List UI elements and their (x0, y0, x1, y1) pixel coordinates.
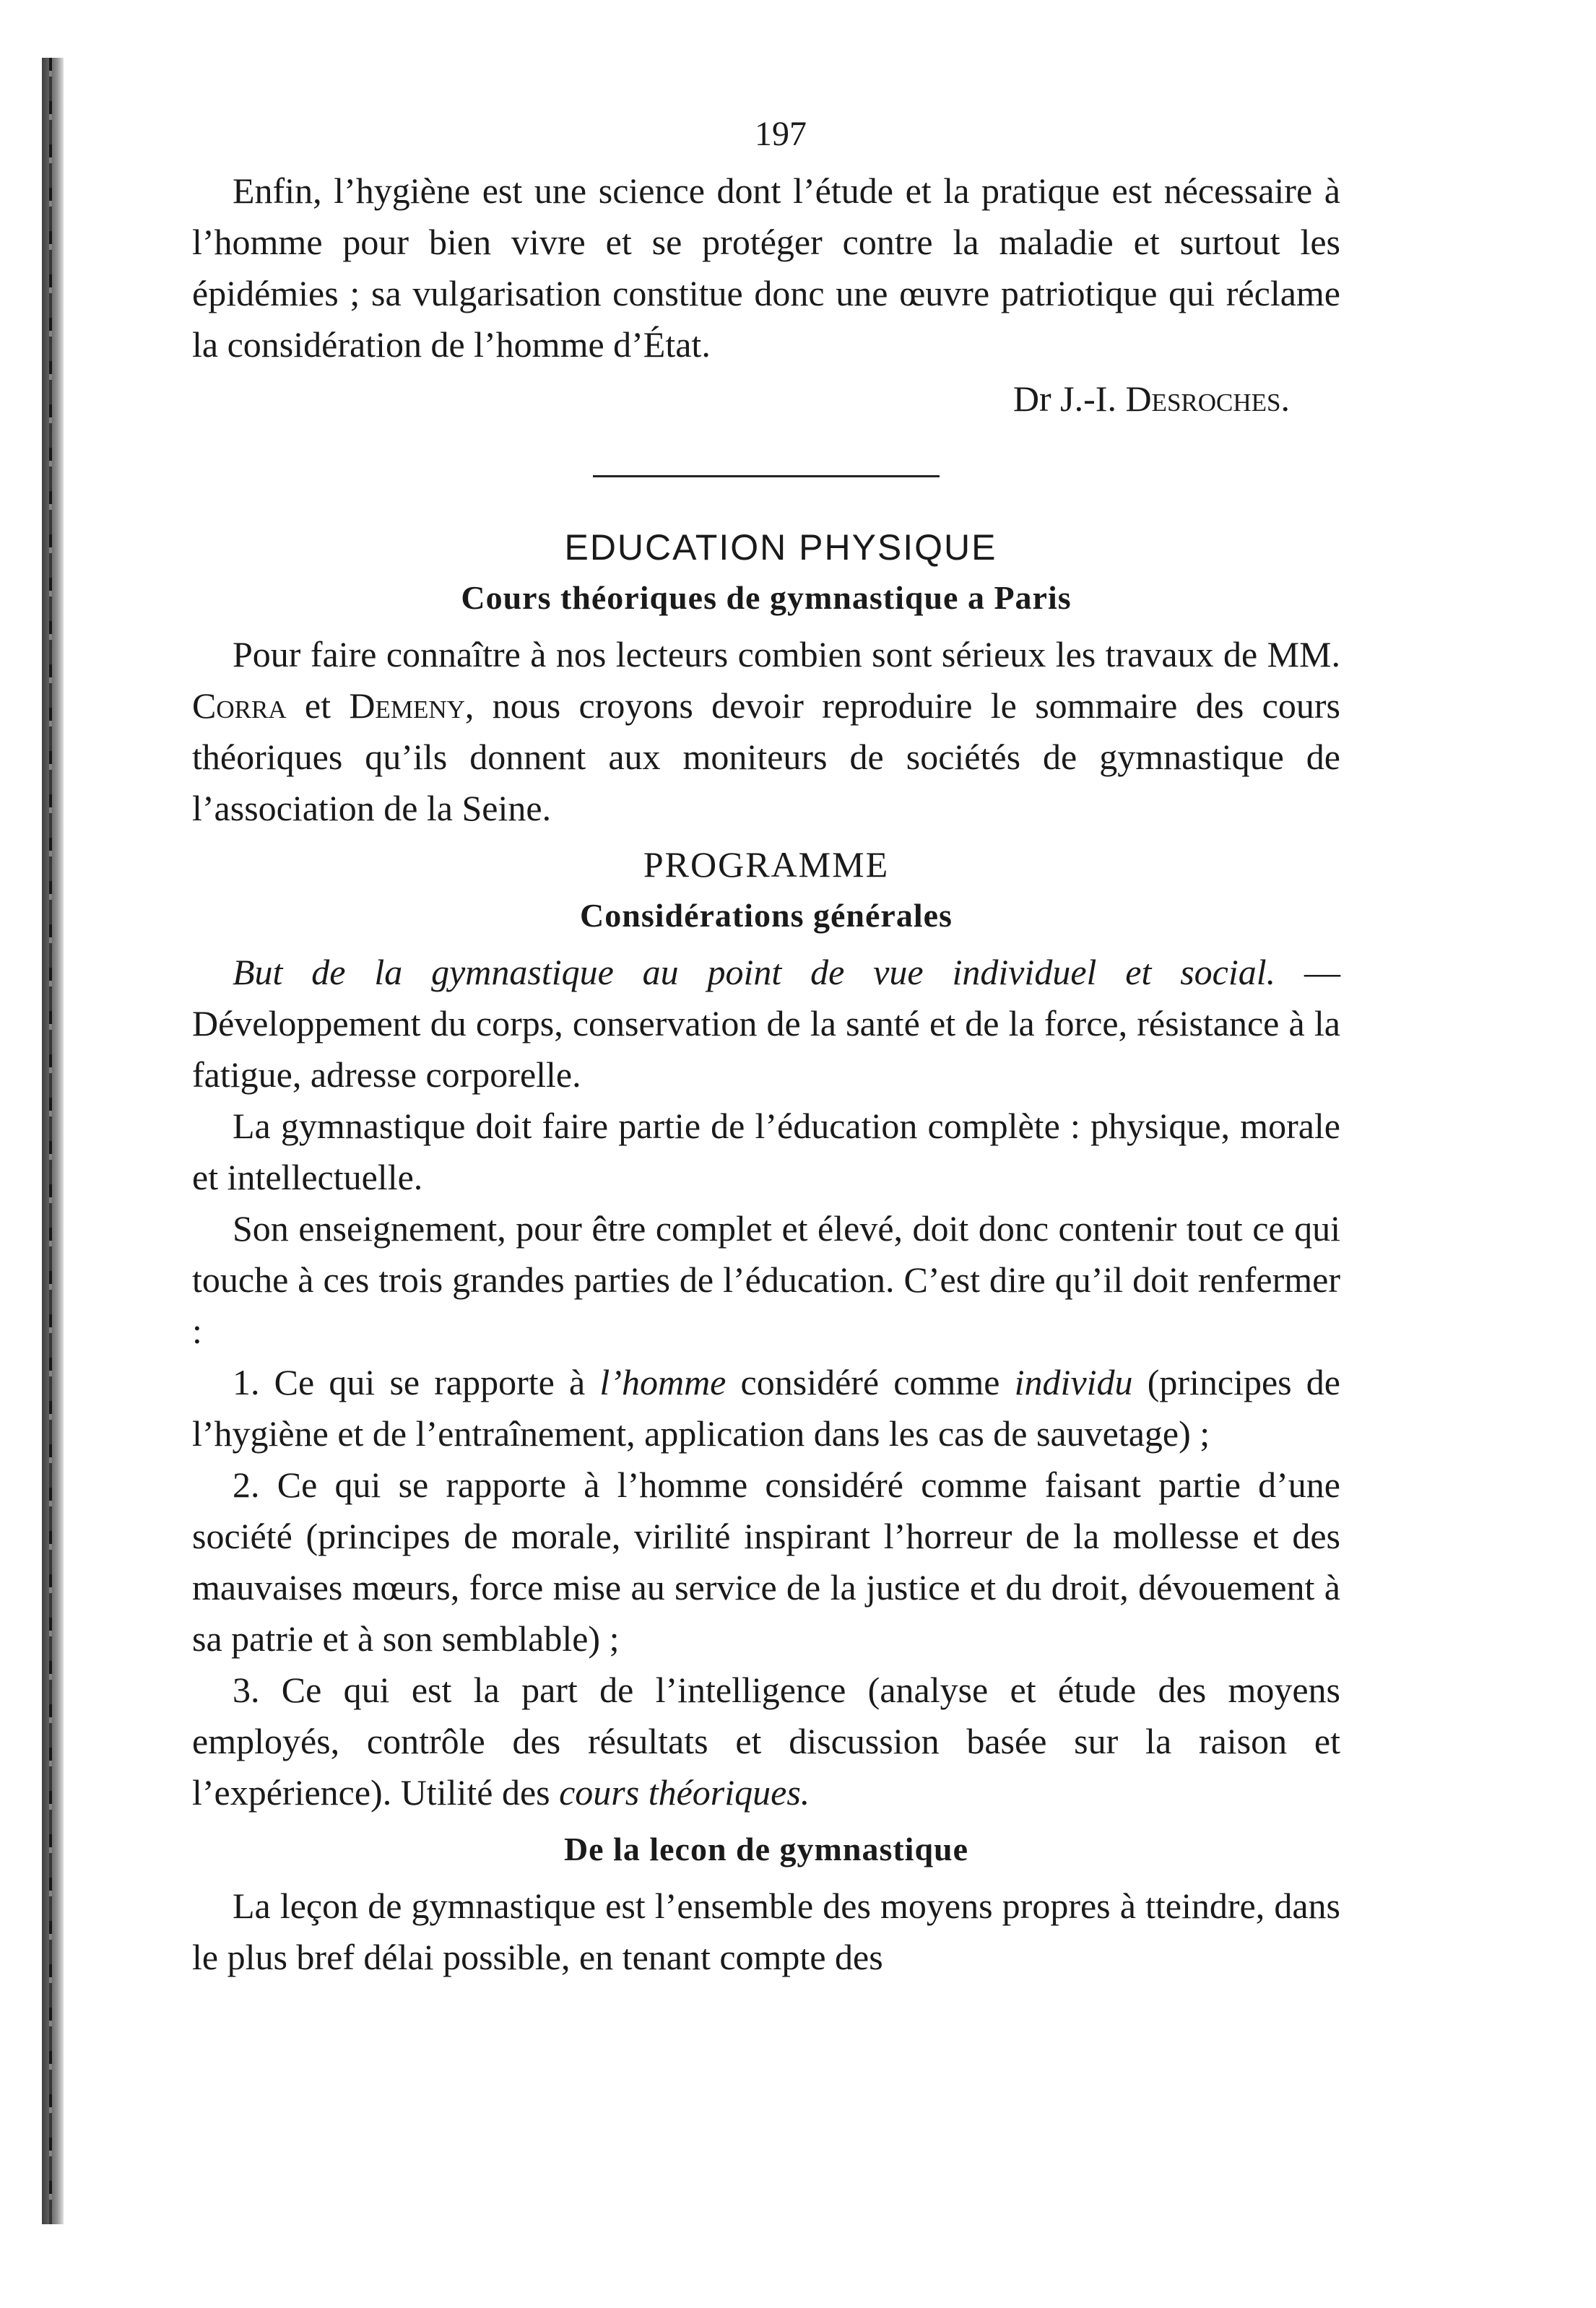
lecon-heading: De la lecon de gymnastique (563, 1831, 969, 1867)
item1-text-a: 1. Ce qui se rapporte à (233, 1362, 600, 1402)
author-name-demeny: Demeny (349, 685, 465, 726)
section-intro-paragraph (192, 629, 1340, 834)
list-item-3 (192, 1665, 1340, 1818)
item1-italic-homme: l’homme (599, 1362, 727, 1402)
signature-name: Desroches. (1125, 378, 1290, 419)
enseignement-paragraph: Son enseignement, pour être complet et élevé, doit donc contenir tout ce qui touche à ces trois grandes parties de l’éducation. C’est dire qu’il doit renfermer : (192, 1208, 1340, 1351)
book-binding-edge (42, 58, 64, 2224)
page-text-column (192, 108, 1340, 1983)
section-divider (593, 475, 940, 477)
author-signature (192, 373, 1290, 425)
section-title: EDUCATION PHYSIQUE (564, 527, 997, 568)
item3-italic: cours théoriques. (559, 1772, 810, 1813)
item1-text-b: considéré comme (726, 1362, 1015, 1402)
intro-text-3: , nous croyons devoir reproduire le sommaire des cours théoriques qu’ils donnent aux moniteurs de sociétés de gymnastique de l’association de la Seine. (192, 685, 1340, 828)
lecon-paragraph: La leçon de gymnastique est l’ensemble des moyens propres à tteindre, dans le plus bref délai possible, en tenant compte des (192, 1886, 1340, 1977)
item1-italic-individu: individu (1014, 1362, 1133, 1402)
intro-text-1: Pour faire connaître à nos lecteurs combien sont sérieux les travaux de MM. (233, 634, 1340, 674)
intro-text-2: et (286, 685, 350, 726)
list-item-2: 2. Ce qui se rapporte à l’homme considéré comme faisant partie d’une société (principes de morale, virilité inspirant l’horreur de la mollesse et des mauvaises mœurs, force mise au service de la justice et du droit, dévouement à sa patrie et à son semblable) ; (192, 1465, 1340, 1659)
intro-paragraph: Enfin, l’hygiène est une science dont l’étude et la pratique est nécessaire à l’homme pour bien vivre et se protéger contre la maladie et surtout les épidémies ; sa vulgarisation constitue donc une œuvre patriotique qui réclame la considération de l’homme d’État. (192, 170, 1340, 365)
item3-text: 3. Ce qui est la part de l’intelligence (analyse et étude des moyens employés, contrôle des résultats et discussion basée sur la raison et l’expérience). Utilité des (192, 1670, 1340, 1813)
but-italic: But de la gymnastique au point de vue individuel et social. (233, 952, 1276, 992)
education-paragraph: La gymnastique doit faire partie de l’éducation complète : physique, morale et intellectuelle. (192, 1106, 1340, 1197)
page-number: 197 (755, 115, 807, 153)
signature-prefix: Dr J.-I. (1012, 378, 1126, 419)
list-item-1 (192, 1357, 1340, 1459)
author-name-corra: Corra (192, 685, 287, 726)
considerations-heading: Considérations générales (580, 897, 953, 934)
section-subtitle: Cours théoriques de gymnastique a Paris (461, 579, 1072, 616)
item1-text-c: (principes de l’hygiène et de l’entraînement, application dans les cas de sauvetage) ; (192, 1362, 1341, 1454)
but-rest: — Développement du corps, conservation de la santé et de la force, résistance à la fatigue, adresse corporelle. (192, 952, 1340, 1095)
but-paragraph (192, 947, 1340, 1101)
programme-title: PROGRAMME (643, 844, 890, 885)
